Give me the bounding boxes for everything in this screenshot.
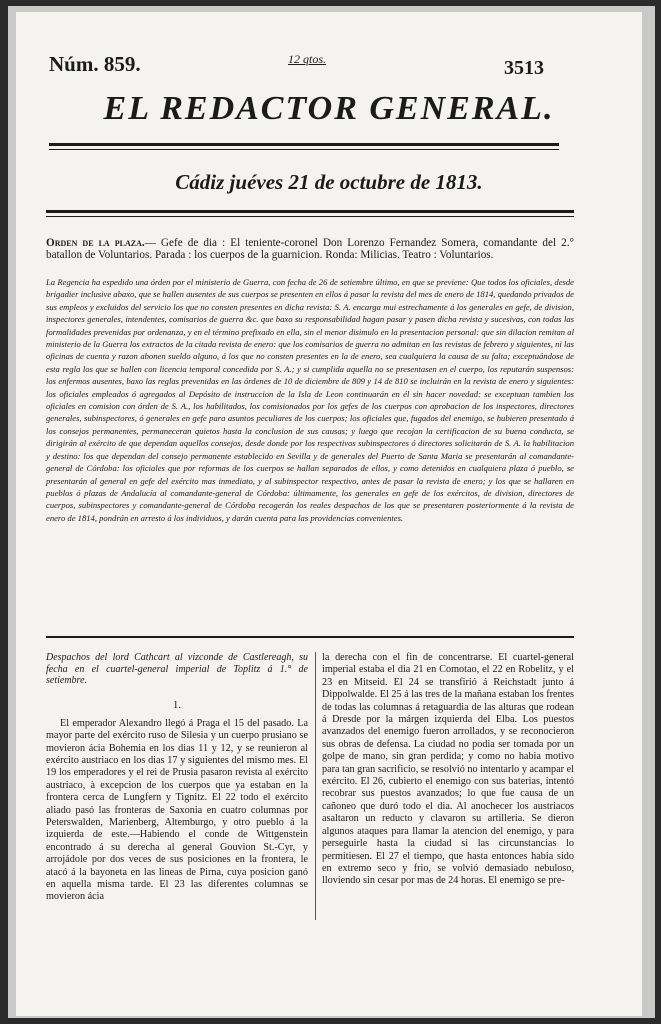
dateline-rule-bottom: [46, 216, 574, 217]
regencia-order: La Regencia ha espedido una órden por el ministerio de Guerra, con fecha de 26 de setiembre último, en que se previene: Que todos los oficiales, desde brigadier inclusive abaxo, que se hallen ausentes de sus cuerpos se presenten en ellos á pasar la revista del mes de enero de 1814, quedando privados de sus empleos y excluidos del servicio los que no consten presentes en dicha revista: S. A. encarga mui estrechamente á los generales en gefe, de division, inspectores generales, intendentes, comisarios de guerra &c. que baxo su responsabilidad hagan pasar y pasen dicha revista y sucesivas, con todas las formalidades prevenidas por ordenanza, y en el término prefixado en ella, sin el menor disimulo en la presentacion personal: que sin dilacion remitan al ministerio de la Guerra los extractos de la citada revista de enero: que los comisarios de guerra no admitan en las revistas de febrero y siguientes, ni las oficinas de cuenta y razon abonen sueldo alguno, á los que no consten presentes en la de enero, sea cualquiera la causa de su falta; exceptuándose de esta regla los que se hallen con licencia temporal concedida por S. A.; y si cumplida aquella no se presentasen en el cuerpo, los reputarán suspensos: los enfermos ausentes, baxo las reglas prevenidas en las órdenes de 10 de diciembre de 809 y 14 de 810 se incluirán en la revista de enero y siguientes: los oficiales empleados ó agregados al Depósito de instruccion de la Isla de Leon continuarán en él sin hacer novedad: se exceptuan tambien los oficiales en comision con órden de S. A., los habilitados, los comisionados por los gefes de los cuerpos con aprobacion de los inspectores, directores generales, subinspectores, ó generales en gefe para asuntos peculiares de los cuerpos; los oficiales que, fugados del enemigo, se hubieren presentado á los consejos permanentes, permaneceran quietos hasta la conclusion de sus causas; y luego que recojan la certificacion de su buena conducta, se dirigirán al exército de que dependan aquellos consejos, desde donde por los respectivos subinspectores ó directores solicitarán de S. A. la habilitacion y destino: los que dependan del consejo permanente establecido en Sevilla y de generales del Puerto de Santa Maria se presentarán al comandante-general de Córdoba: los oficiales que por reformas de los cuerpos se hallan separados de ellos, y como detenidos en cualquiera plaza ó pueblo, se presentarán al general en gefe del exército mas inmediato, y al subinspector respectivo, antes de pasar la revista de enero; y los que se hallaren en pueblos ó plazas de Andalucía al comandante-general de Córdoba: últimamente, los generales en gefe de los exércitos, de division, directores de cuerpos, subinspectores y comandante-general de Córdoba recogerán los reales despachos de los que se presentaren posteriormente á la revista de enero de 1814, pondrán en arresto á los individuos, y darán cuenta para las providencias convenientes.: [46, 277, 574, 523]
price: 12 qtos.: [288, 52, 327, 66]
masthead: EL REDACTOR GENERAL.: [103, 90, 555, 127]
masthead-rule-bottom: [49, 149, 559, 150]
masthead-rule-top: [49, 143, 559, 146]
section-number: 1.: [172, 698, 182, 711]
issue-number: Núm. 859.: [49, 52, 141, 76]
article-left-column: [46, 652, 308, 904]
article-heading: Despachos del lord Cathcart al vizconde de Castlereagh, su fecha en el cuartel-general imperial de Toplitz á 1.° de setiembre.: [46, 652, 308, 687]
newspaper-page: [16, 12, 642, 1016]
orden-label: Orden de la plaza.: [46, 237, 145, 249]
dateline-rule-top: [46, 210, 574, 213]
orden-de-la-plaza: [46, 237, 574, 262]
page-number: 3513: [504, 57, 544, 79]
article-body-right: la derecha con el fin de concentrarse. El cuartel-general imperial estaba el dia 21 en Comotao, el 22 en Robelitz, y el 23 en Mitseid. El 24 se transfirió á Reichstadt junto á Dippolwalde. El 25 á las tres de la mañana estaban los frentes de todas las columnas á retaguardia de las alturas que rodean á Dresde por la márgen izquierda del Elba. Los puestos avanzados del enemigo fueron arrollados, y se reconocieron sus obras de defensa. La ciudad no podia ser tomada por un golpe de mano, sin gran perdida; y como no habia motivo para tan gran sacrificio, se resolvió no intentarlo y acampar el exército. El 26, cubierto el enemigo con sus baterias, intentó recobrar sus puestos avanzados; lo que fue causa de un cañoneo que duró todo el dia. Al anochecer los austriacos asaltaron un reducto y clavaron su artilleria. Se dieron algunos ataques para llamar la atencion del enemigo, y para perseguirle hasta la ciudad si las circunstancias lo permitiesen. El 27 el tiempo, que hasta entonces habia sido en extremo seco y frio, se volvió demasiado nebuloso, lloviendo sin cesar por mas de 24 horas. El enemigo se pre-: [322, 652, 574, 887]
column-divider: [315, 652, 316, 920]
section-rule: [46, 636, 574, 638]
article-body-left: El emperador Alexandro llegó á Praga el 15 del pasado. La mayor parte del exército ruso de Silesia y un cuerpo prusiano se movieron ácia Bohemia en los dias 11 y 12, y se reunieron al exército austriaco en los dias 17 y siguientes del mismo mes. El 19 los emperadores y el rei de Prusia pasaron revista al exército austriaco, à excepcion de los cuerpos que ya estaban en la frontera cerca de Lungfern y Tignitz. El 22 todo el exército aliado pasó las fronteras de Saxonia en cuatro columnas por Peterswalden, Marienberg, Altemburgo, y otro pueblo á la izquierda de este.—Habiendo el conde de Wittgenstein encontrado á su derecha al general Gouvion St.-Cyr, y arrojádole por dos veces de sus posiciones en la frontera, le atacó á la bayoneta en las lineas de Pirna, cuya posicion ganó en aquella misma tarde. El 23 las diferentes columnas se movieron ácia: [46, 717, 308, 903]
dateline: Cádiz juéves 21 de octubre de 1813.: [175, 170, 483, 194]
orden-text: — Gefe de dia : El teniente-coronel Don Lorenzo Fernandez Somera, comandante del 2.° batallon de Voluntarios. Parada : los cuerpos de la guarnicion. Ronda: Milicias. Teatro : Voluntarios.: [46, 237, 574, 262]
